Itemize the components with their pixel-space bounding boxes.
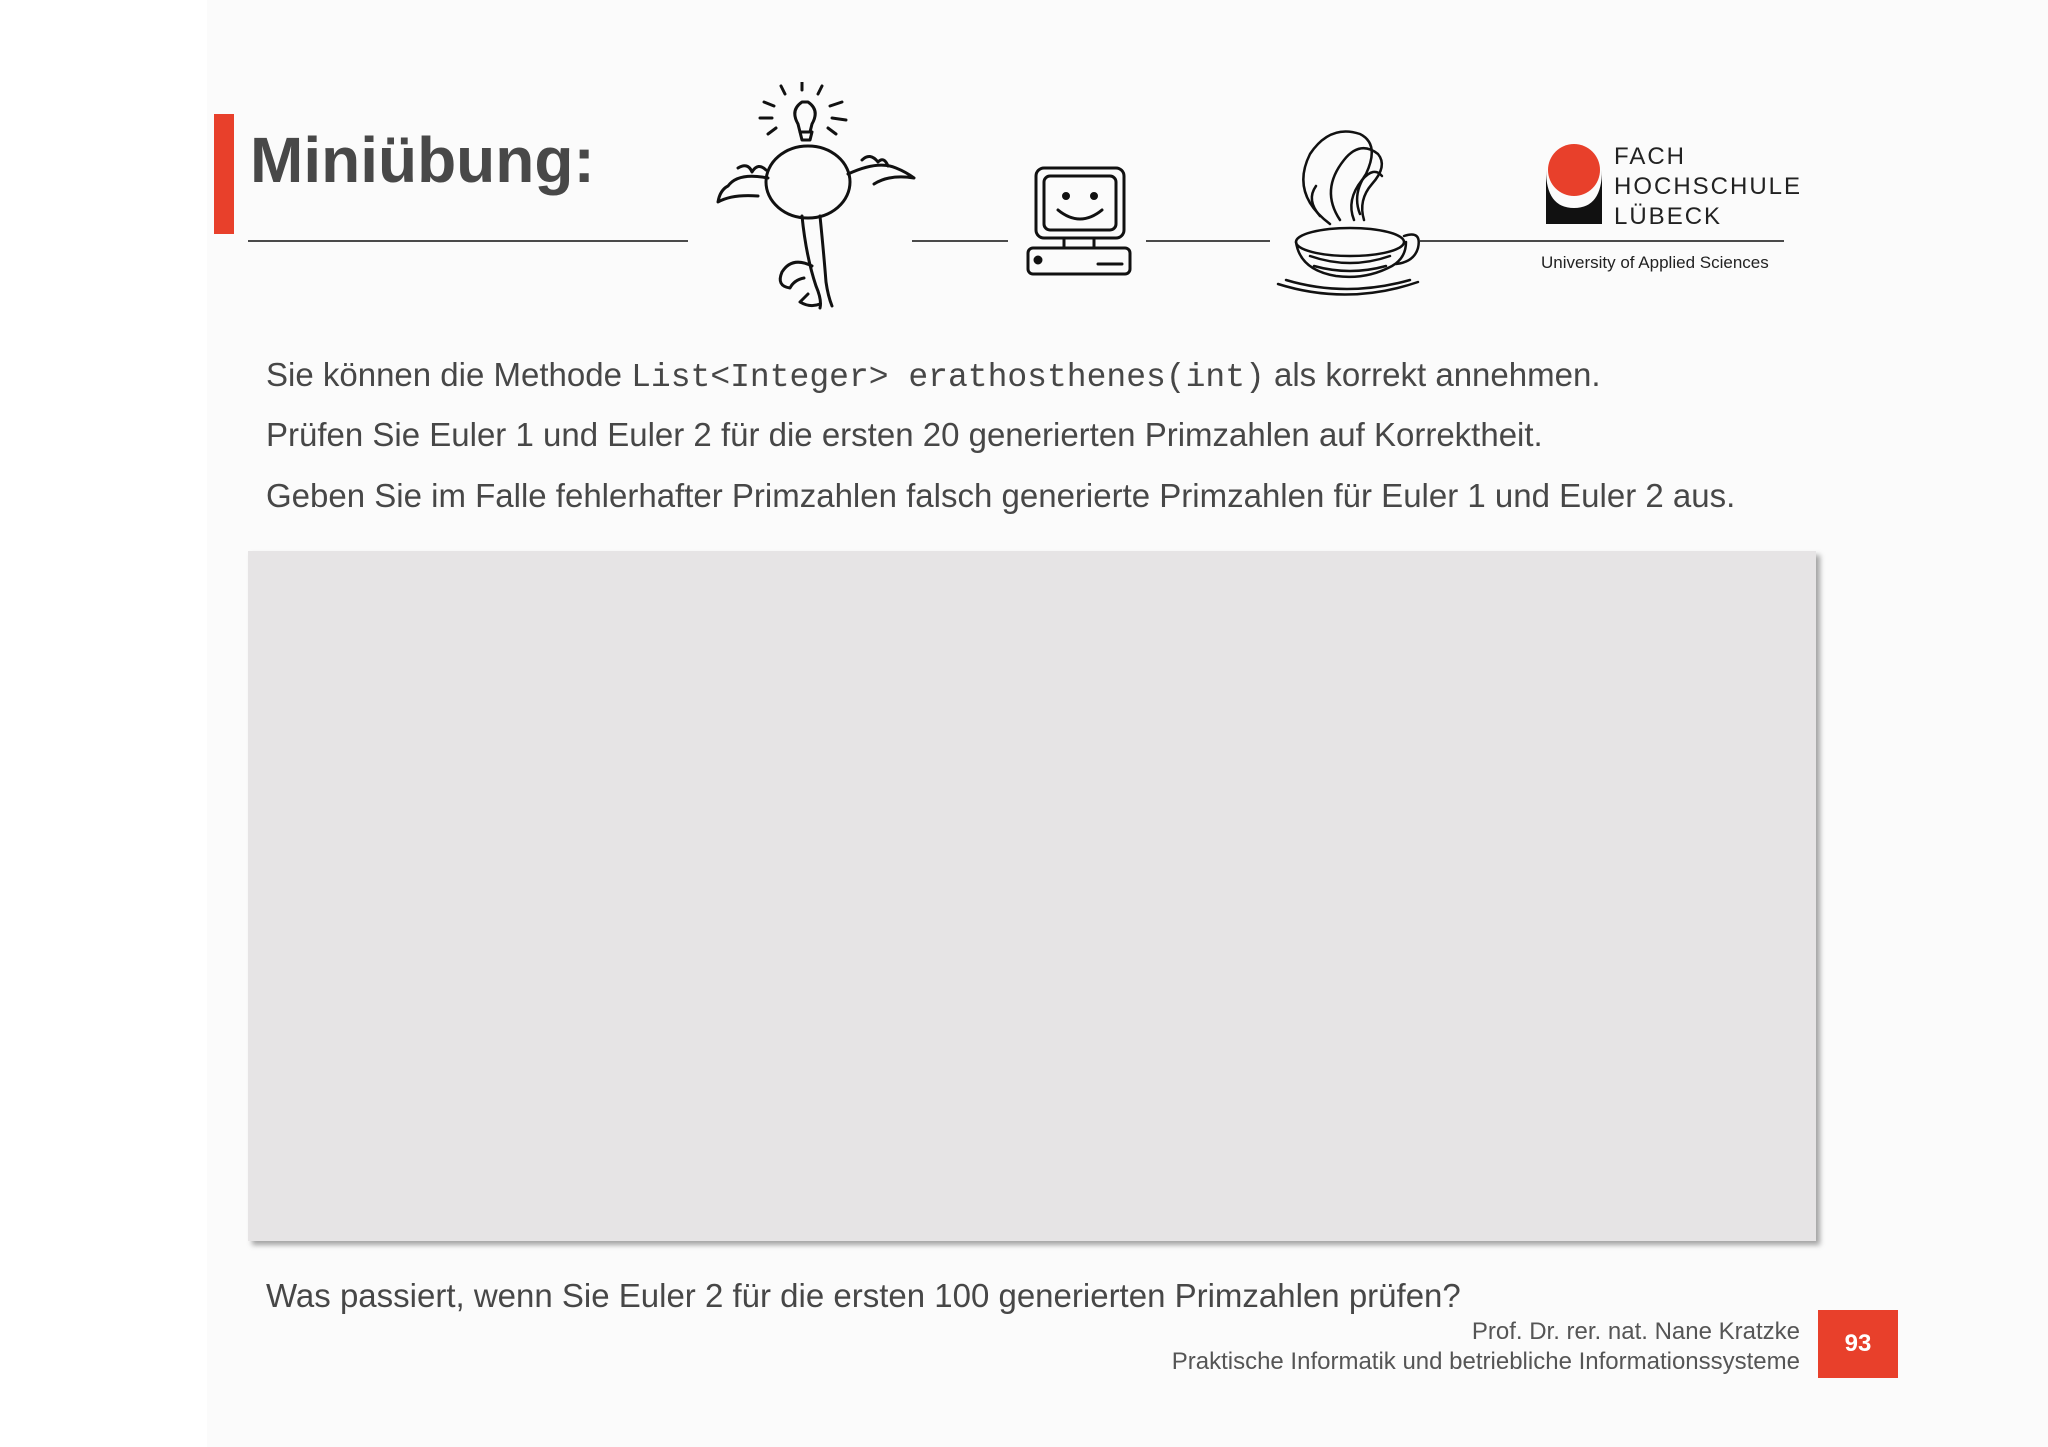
header-rule-4 [1420, 240, 1784, 242]
lightbulb-person-icon [690, 82, 916, 316]
body-line-1-prefix: Sie können die Methode [266, 356, 632, 393]
footer-author: Prof. Dr. rer. nat. Nane Kratzke [1471, 1318, 1800, 1345]
footer-course: Praktische Informatik und betriebliche Informationssysteme [1171, 1348, 1800, 1375]
smiling-computer-icon [1024, 160, 1134, 280]
logo-line-3: LÜBECK [1614, 203, 1723, 230]
body-line-3: Geben Sie im Falle fehlerhafter Primzahlen falsch generierte Primzahlen für Euler 1 und Euler 2 aus. [266, 477, 1736, 514]
title-accent-bar [214, 114, 234, 234]
page-number-badge: 93 [1818, 1310, 1898, 1378]
logo-subtitle: University of Applied Sciences [1541, 253, 1769, 272]
body-line-2: Prüfen Sie Euler 1 und Euler 2 für die ersten 20 generierten Primzahlen auf Korrektheit. [266, 416, 1543, 453]
slide-title: Miniübung: [250, 124, 595, 196]
method-signature-code: List<Integer> erathosthenes(int) [631, 359, 1265, 396]
java-coffee-cup-icon [1270, 124, 1420, 304]
code-area [248, 551, 1816, 1241]
header-rule-2 [912, 240, 1008, 242]
header-rule-3 [1146, 240, 1270, 242]
body-line-1-suffix: als korrekt annehmen. [1264, 356, 1601, 393]
header-rule-1 [248, 240, 688, 242]
fh-luebeck-logo-icon [1544, 140, 1604, 226]
body-line-1 [266, 358, 1600, 394]
logo-wordmark [1614, 142, 1802, 232]
logo-line-1: FACH [1614, 143, 1687, 170]
question-text: Was passiert, wenn Sie Euler 2 für die ersten 100 generierten Primzahlen prüfen? [266, 1277, 1461, 1314]
logo-line-2: HOCHSCHULE [1614, 173, 1803, 200]
